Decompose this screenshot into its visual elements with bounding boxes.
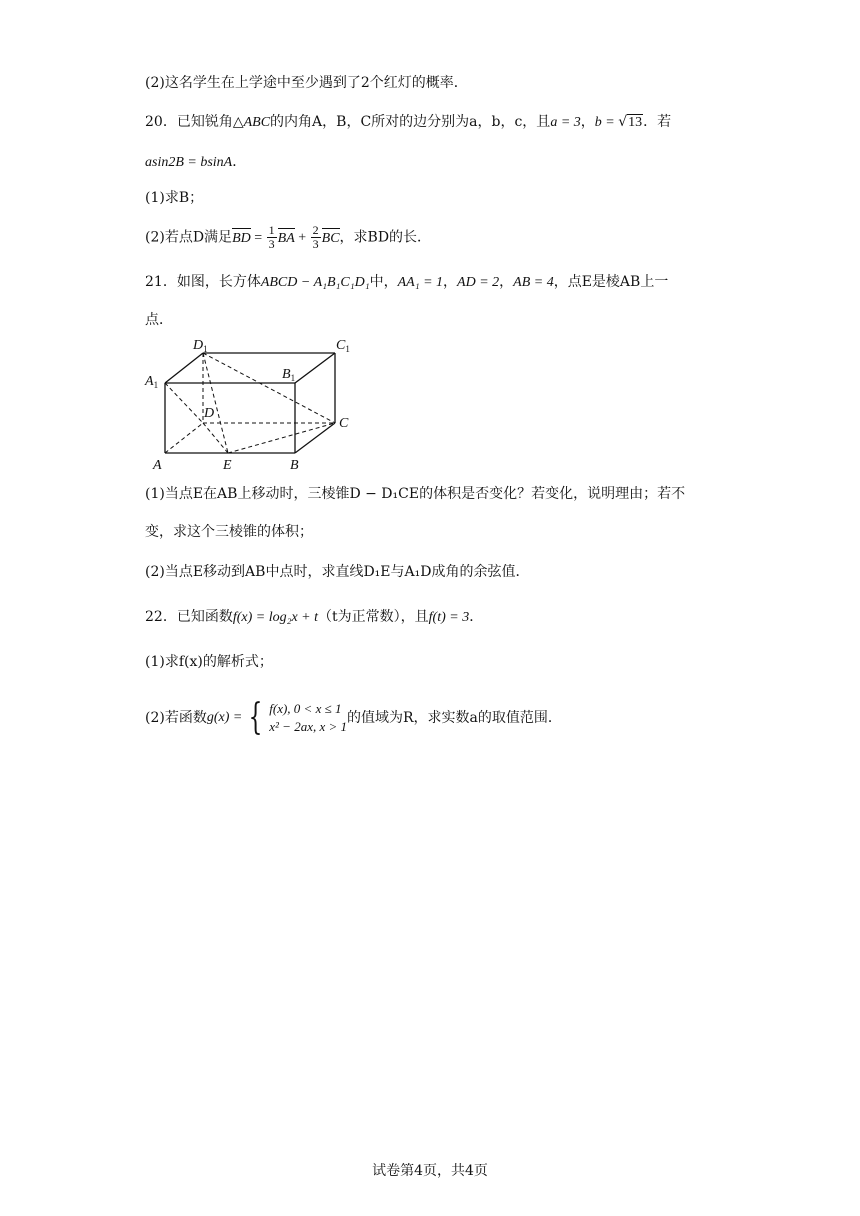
q20-intro-a: 20．已知锐角 <box>145 114 233 130</box>
label-b1: $B_1$ <box>282 367 296 383</box>
label-d: D <box>204 406 215 421</box>
q21-intro-d: 点． <box>145 312 173 328</box>
q22-func: f(x) = log₂x + t <box>232 610 319 625</box>
vector-bd: BD <box>232 229 251 249</box>
segment-d1e <box>203 353 228 453</box>
piecewise-function <box>206 697 348 738</box>
vector-ba: BA <box>278 229 295 249</box>
sqrt-sign: √ <box>618 114 628 130</box>
label-c1: $C_1$ <box>336 338 350 354</box>
vector-bc: BC <box>322 229 340 249</box>
edge-ad-hidden <box>165 423 203 453</box>
q19-part2: (2)这名学生在上学途中至少遇到了2个红灯的概率． <box>145 75 468 91</box>
q20-part2-a: (2)若点D满足 <box>145 229 233 246</box>
q20-ruo: ．若 <box>643 114 672 130</box>
q22-part1: (1)求f(x)的解析式； <box>145 654 273 670</box>
q20-equation-line <box>145 152 246 173</box>
edge-a1d1 <box>165 353 203 383</box>
left-brace: { <box>248 697 263 738</box>
q20-part2 <box>145 224 431 251</box>
segment-a1d <box>165 383 203 423</box>
q20-period: ． <box>232 154 247 170</box>
q21-part1-a: (1)当点E在AB上移动时，三棱锥D − D₁CE的体积是否变化？若变化，说明理由；若不 <box>145 486 686 502</box>
label-e: E <box>223 458 232 473</box>
q21-intro-c: ，点E是棱AB上一 <box>553 274 669 290</box>
q20-intro-b: 的内角A，B，C所对的边分别为a，b，c，且 <box>270 114 551 130</box>
q22-intro-b: （t为正常数），且 <box>318 609 429 625</box>
q22-part2-a: (2)若函数 <box>145 710 207 726</box>
label-d1: $D_1$ <box>193 338 208 354</box>
q20-stem <box>145 112 671 133</box>
q20-sep: ， <box>580 114 595 130</box>
q21-cond3: AB = 4 <box>513 275 554 290</box>
q20-part1: (1)求B； <box>145 190 204 206</box>
equals-sign: = <box>250 230 266 246</box>
q21-intro-a: 21．如图，长方体 <box>145 274 261 290</box>
segment-d1c <box>203 353 335 423</box>
q20-cond-b-prefix: b = <box>594 115 619 130</box>
q21-cond1: AA₁ = 1 <box>397 275 444 290</box>
q22-period: ． <box>469 609 484 625</box>
fraction-two-thirds <box>311 224 321 251</box>
q22-intro-a: 22．已知函数 <box>145 609 233 625</box>
label-c: C <box>339 416 349 431</box>
label-a1: $A_1$ <box>145 374 159 390</box>
q20-part2-b: ，求BD的长． <box>339 229 432 246</box>
fraction-one-third <box>267 224 277 251</box>
edge-bc <box>295 423 335 453</box>
q21-stem: 21．如图，长方体ABCD − A₁B₁C₁D₁中，AA₁ = 1，AD = 2，AB = 4，点E是棱AB上一 <box>145 274 669 290</box>
plus-sign: + <box>294 230 310 246</box>
q22-part2-b: 的值域为R，求实数a的取值范围． <box>347 710 562 726</box>
case-1: f(x), 0 < x ≤ 1 <box>269 701 342 716</box>
g-lhs: g(x) = <box>206 710 243 725</box>
q22-part2 <box>145 697 562 738</box>
q21-part2: (2)当点E移动到AB中点时，求直线D₁E与A₁D成角的余弦值． <box>145 564 530 580</box>
q21-solid: ABCD − A₁B₁C₁D₁ <box>260 275 370 290</box>
cuboid-figure <box>140 330 370 475</box>
q20-triangle: △ABC <box>232 115 271 130</box>
q21-part1-b: 变，求这个三棱锥的体积； <box>145 524 313 540</box>
q22-cond: f(t) = 3 <box>428 610 470 625</box>
piecewise-cases <box>269 700 347 736</box>
q21-cond2: AD = 2 <box>457 275 500 290</box>
fraction-numerator: 2 <box>312 223 319 237</box>
q20-cond-b-radicand: 13 <box>628 115 643 130</box>
label-b: B <box>290 458 299 473</box>
fraction-denominator: 3 <box>268 237 275 251</box>
fraction-denominator: 3 <box>312 237 319 251</box>
fraction-numerator: 1 <box>268 223 275 237</box>
case-2: x² − 2ax, x > 1 <box>269 719 348 734</box>
label-a: A <box>153 458 162 473</box>
q21-intro-b: 中， <box>369 274 398 290</box>
q22-stem <box>145 607 483 628</box>
page-footer: 试卷第4页，共4页 <box>372 1163 488 1179</box>
q20-cond-a: a = 3 <box>550 115 581 130</box>
q20-equation: asin2B = bsinA <box>145 155 233 170</box>
segment-ec <box>228 423 335 453</box>
edge-b1c1 <box>295 353 335 383</box>
